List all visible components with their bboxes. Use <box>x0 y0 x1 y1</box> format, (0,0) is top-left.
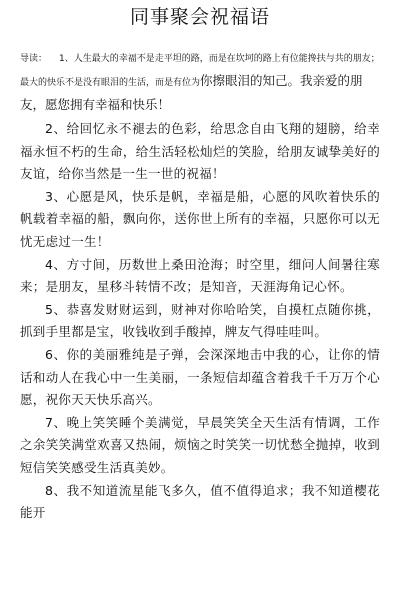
intro-label: 导读： <box>20 54 48 64</box>
paragraph-5: 5、恭喜发财财运到，财神对你哈哈笑，自摸杠点随你挑，抓到手里都是宝，收钱收到手酸掉，牌友气得哇哇叫。 <box>20 301 380 340</box>
paragraph-6: 6、你的美丽雅纯是子弹，会深深地击中我的心，让你的情话和动人在我心中一生美丽，一条短信却蕴含着我千千万万个心愿，祝你天天快乐高兴。 <box>20 346 380 408</box>
paragraph-2: 2、给回忆永不褪去的色彩，给思念自由飞翔的翅膀，给幸福永恒不朽的生命，给生活轻松灿烂的笑脸，给朋友诚挚美好的友谊，给你当然是一生一世的祝福！ <box>20 121 380 182</box>
paragraph-7: 7、晚上笑笑睡个美满觉，早晨笑笑全天生活有情调，工作之余笑笑满堂欢喜又热闹，烦恼之时笑笑一切忧愁全抛掉，收到短信笑笑感受生活真美妙。 <box>20 414 380 475</box>
intro-small-text: 1、人生最大的幸福不是走平坦的路，而是在坎坷的路上有位能搀扶与共的朋友；最大的快乐不是没有眼泪的生活，而是有位为 <box>20 54 380 88</box>
intro-paragraph <box>20 48 380 118</box>
intro-large-text: 你擦眼泪的知己。我亲爱的朋友，愿您拥有幸福和快乐！ <box>20 73 363 112</box>
paragraph-8: 8、我不知道流星能飞多久，值不值得追求；我不知道樱花能开 <box>20 482 380 521</box>
document-title: 同事聚会祝福语 <box>129 6 270 28</box>
paragraph-3: 3、心愿是风，快乐是帆，幸福是船，心愿的风吹着快乐的帆载着幸福的船，飘向你，送你世上所有的幸福，只愿你可以无忧无虑过一生！ <box>20 188 380 249</box>
paragraph-4: 4、方寸间，历数世上桑田沧海；时空里，细问人间暑往寒来；是朋友，星移斗转情不改；是知音，天涯海角记心怀。 <box>20 256 380 295</box>
